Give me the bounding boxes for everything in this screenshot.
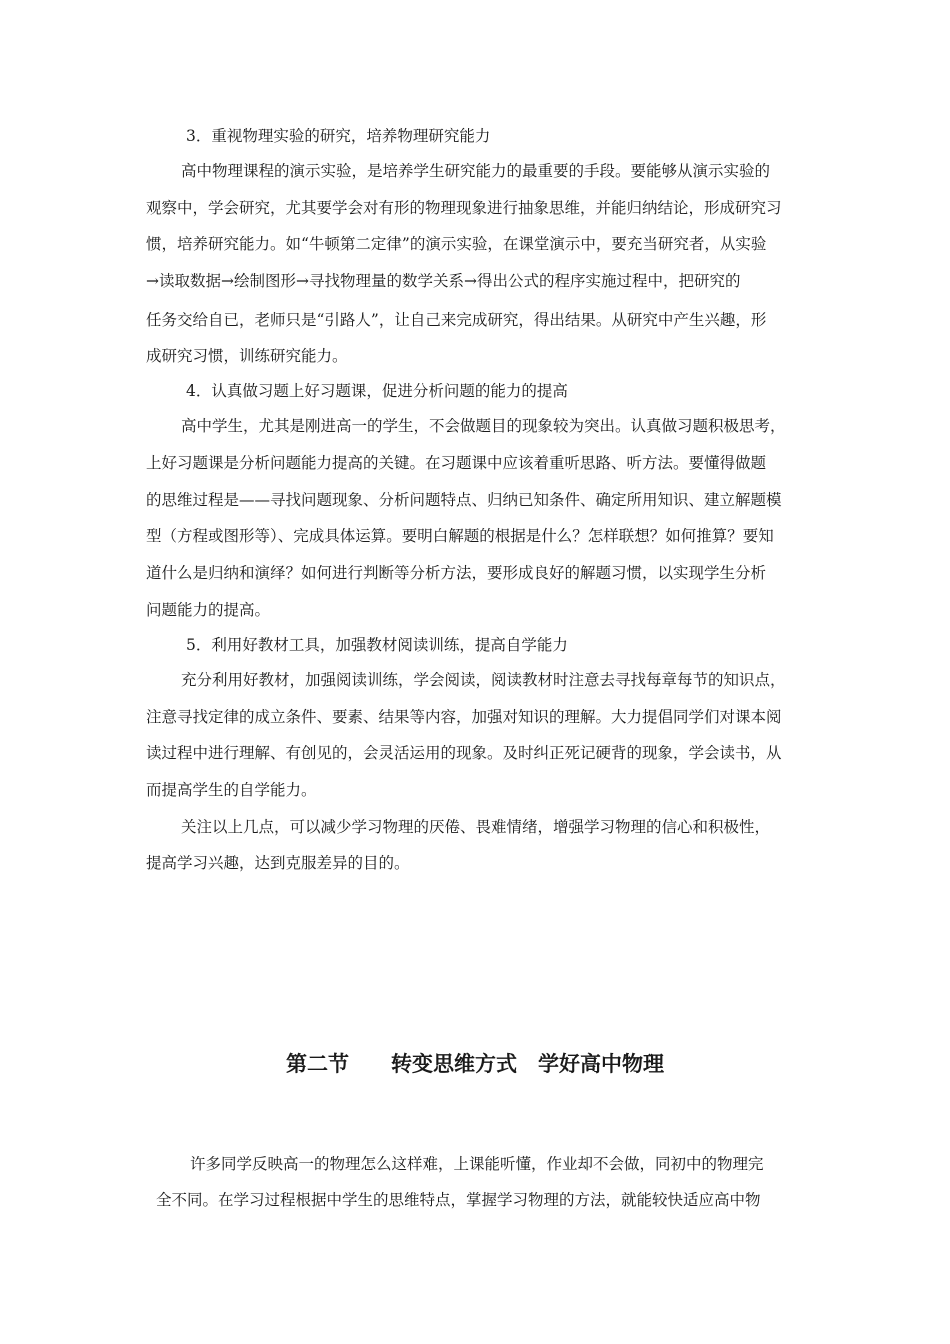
paragraph-line: 成研究习惯，训练研究能力。 — [146, 347, 348, 365]
paragraph-line: 而提高学生的自学能力。 — [146, 781, 317, 799]
paragraph-line: 问题能力的提高。 — [146, 601, 271, 619]
paragraph-line: 任务交给自已，老师只是“引路人”，让自己来完成研究，得出结果。从研究中产生兴趣，形 — [146, 311, 767, 329]
subheading-5: 5．利用好教材工具，加强教材阅读训练，提高自学能力 — [186, 636, 568, 654]
paragraph-line: 许多同学反映高一的物理怎么这样难，上课能听懂，作业却不会做，同初中的物理完 — [190, 1155, 764, 1173]
subheading-3: 3．重视物理实验的研究，培养物理研究能力 — [186, 127, 491, 145]
paragraph-line: 高中学生，尤其是刚进高一的学生，不会做题目的现象较为突出。认真做习题积极思考， — [181, 417, 786, 435]
paragraph-line: 读过程中进行理解、有创见的，会灵活运用的现象。及时纠正死记硬背的现象，学会读书，从 — [146, 744, 782, 762]
paragraph-line: 的思维过程是——寻找问题现象、分析问题特点、归纳已知条件、确定所用知识、建立解题模 — [146, 491, 782, 509]
paragraph-line: 高中物理课程的演示实验，是培养学生研究能力的最重要的手段。要能够从演示实验的 — [181, 162, 771, 180]
paragraph-line: 提高学习兴趣，达到克服差异的目的。 — [146, 854, 410, 872]
paragraph-line: 型（方程或图形等）、完成具体运算。要明白解题的根据是什么？怎样联想？如何推算？要知 — [146, 527, 774, 545]
paragraph-line: 观察中，学会研究，尤其要学会对有形的物理现象进行抽象思维，并能归纳结论，形成研究习 — [146, 199, 782, 217]
subheading-4: 4．认真做习题上好习题课，促进分析问题的能力的提高 — [186, 382, 568, 400]
paragraph-line: 全不同。在学习过程根据中学生的思维特点，掌握学习物理的方法，就能较快适应高中物 — [156, 1191, 761, 1209]
paragraph-line: →读取数据→绘制图形→寻找物理量的数学关系→得出公式的程序实施过程中，把研究的 — [146, 272, 741, 290]
paragraph-line: 注意寻找定律的成立条件、要素、结果等内容，加强对知识的理解。大力提倡同学们对课本阅 — [146, 708, 782, 726]
paragraph-line: 道什么是归纳和演绎？如何进行判断等分析方法，要形成良好的解题习惯，以实现学生分析 — [146, 564, 767, 582]
paragraph-line: 充分利用好教材，加强阅读训练，学会阅读，阅读教材时注意去寻找每章每节的知识点， — [181, 671, 786, 689]
section-heading: 第二节 转变思维方式 学好高中物理 — [286, 1052, 664, 1076]
paragraph-line: 上好习题课是分析问题能力提高的关键。在习题课中应该着重听思路、听方法。要懂得做题 — [146, 454, 767, 472]
paragraph-line: 惯，培养研究能力。如“牛顿第二定律”的演示实验，在课堂演示中，要充当研究者，从实验 — [146, 235, 767, 253]
paragraph-line: 关注以上几点，可以减少学习物理的厌倦、畏难情绪，增强学习物理的信心和积极性， — [181, 818, 771, 836]
